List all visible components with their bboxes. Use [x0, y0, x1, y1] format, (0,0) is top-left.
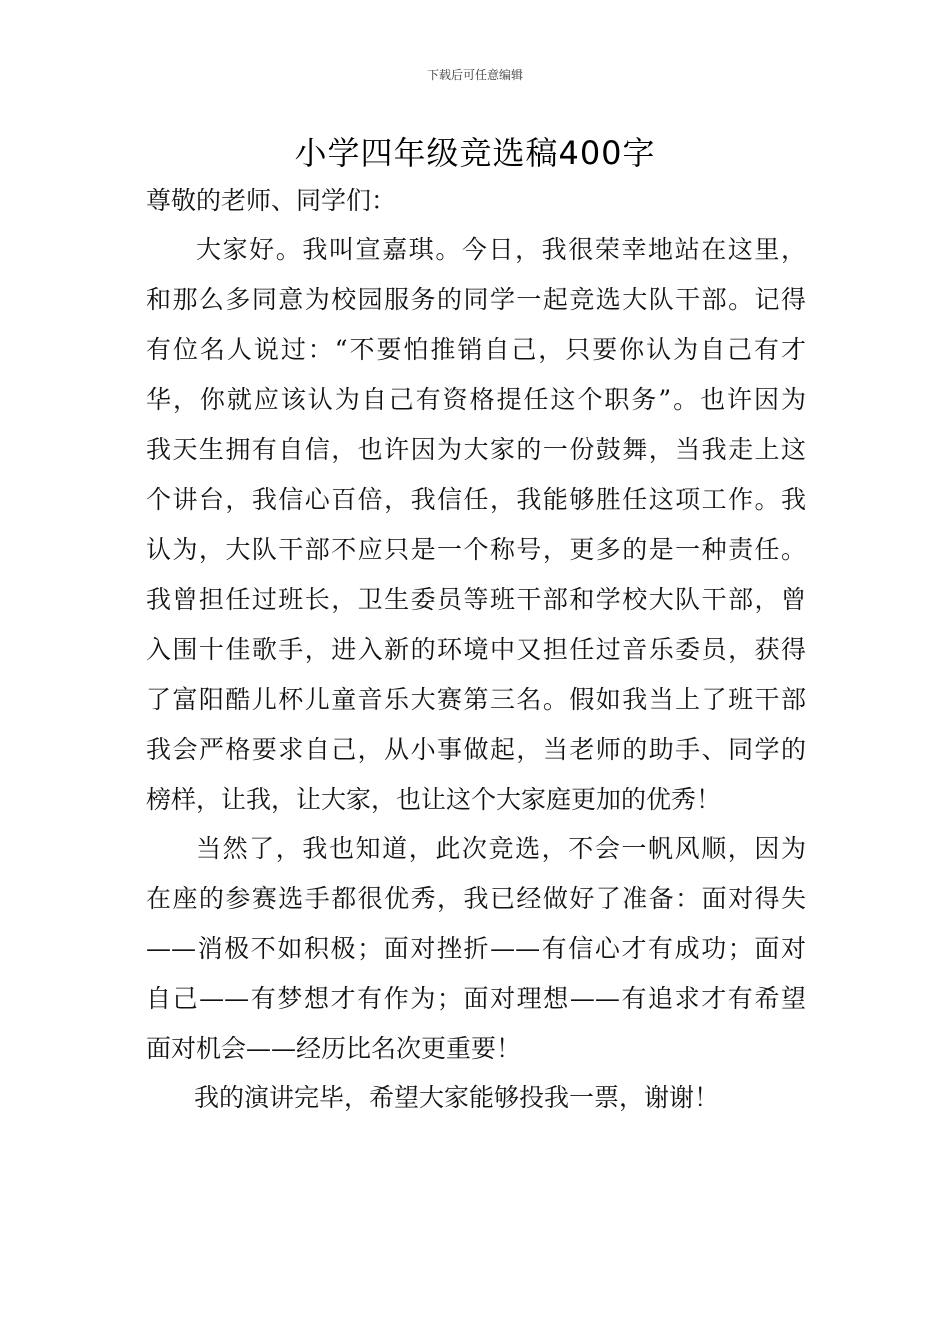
paragraph-line: 有位名人说过：“不要怕推销自己，只要你认为自己有才 — [146, 335, 806, 364]
paragraph-line: 自己——有梦想才有作为；面对理想——有追求才有希望 — [146, 984, 806, 1013]
paragraph-line: 和那么多同意为校园服务的同学一起竞选大队干部。记得 — [146, 285, 806, 314]
paragraph-line: 榜样，让我，让大家，也让这个大家庭更加的优秀！ — [146, 785, 722, 814]
paragraph-line: 了富阳酷儿杯儿童音乐大赛第三名。假如我当上了班干部 — [146, 685, 806, 714]
page-title: 小学四年级竞选稿400字 — [294, 134, 656, 172]
paragraph-line: 华，你就应该认为自己有资格提任这个职务”。也许因为 — [146, 385, 806, 414]
paragraph-line: 面对机会——经历比名次更重要！ — [146, 1034, 522, 1063]
paragraph-line: 我曾担任过班长，卫生委员等班干部和学校大队干部，曾 — [146, 585, 806, 614]
paragraph-line: 在座的参赛选手都很优秀，我已经做好了准备：面对得失 — [146, 884, 806, 913]
salutation: 尊敬的老师、同学们： — [146, 186, 397, 215]
paragraph-line: 入围十佳歌手，进入新的环境中又担任过音乐委员，获得 — [146, 635, 806, 664]
paragraph-line: 我天生拥有自信，也许因为大家的一份鼓舞，当我走上这 — [146, 435, 806, 464]
header-note: 下载后可任意编辑 — [426, 68, 523, 82]
closing-line: 我的演讲完毕，希望大家能够投我一票，谢谢！ — [194, 1083, 720, 1112]
paragraph-line: 我会严格要求自己，从小事做起，当老师的助手、同学的 — [146, 735, 806, 764]
paragraph-line: 个讲台，我信心百倍，我信任，我能够胜任这项工作。我 — [146, 485, 806, 514]
paragraph-line: 当然了，我也知道，此次竞选，不会一帆风顺，因为 — [196, 834, 806, 863]
paragraph-line: 认为，大队干部不应只是一个称号，更多的是一种责任。 — [146, 535, 806, 564]
paragraph-line: 大家好。我叫宣嘉琪。今日，我很荣幸地站在这里， — [196, 235, 806, 264]
paragraph-line: ——消极不如积极；面对挫折——有信心才有成功；面对 — [146, 934, 806, 963]
